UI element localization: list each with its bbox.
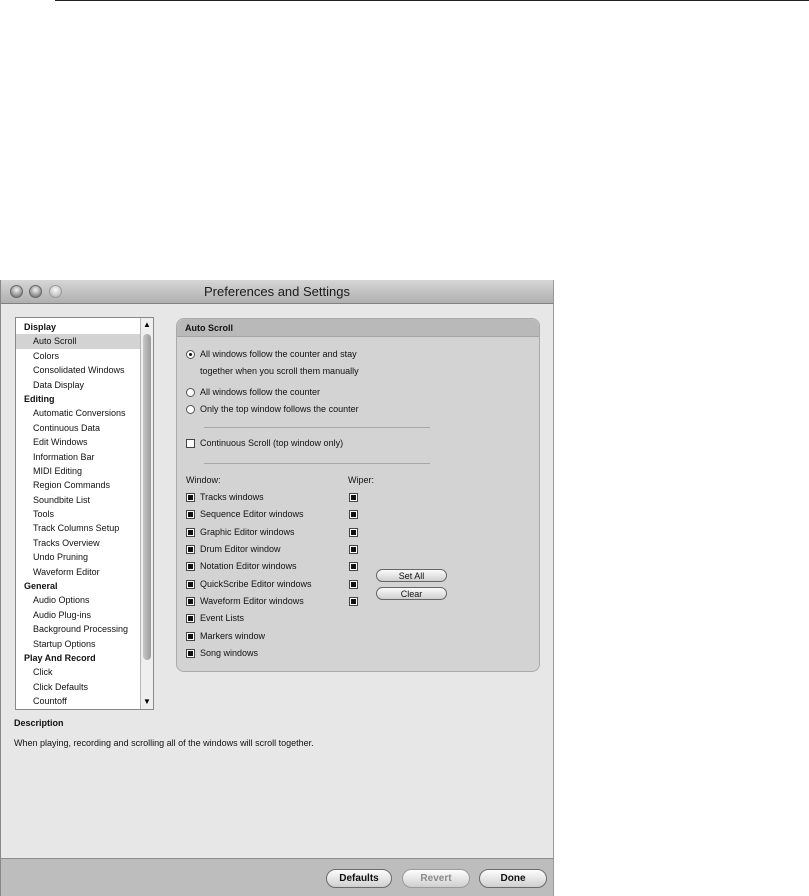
scroll-mode-radio-3[interactable] [186,405,195,414]
scroll-mode-label-line2: together when you scroll them manually [200,366,359,376]
window-label: Event Lists [200,613,245,624]
sidebar-item-waveform-editor[interactable]: Waveform Editor [33,566,100,577]
sidebar-item-automatic-conversions[interactable]: Automatic Conversions [33,408,126,419]
title-bar[interactable] [1,280,553,304]
sidebar-item-tracks-overview[interactable]: Tracks Overview [33,537,100,548]
wiper-checkbox[interactable] [349,510,358,519]
window-checkbox[interactable] [186,510,195,519]
continuous-scroll-label: Continuous Scroll (top window only) [200,438,344,448]
wiper-checkbox[interactable] [349,528,358,537]
sidebar-item-soundbite-list[interactable]: Soundbite List [33,494,91,505]
wiper-checkbox[interactable] [349,580,358,589]
scroll-mode-radio-2[interactable] [186,388,195,397]
window-checkbox[interactable] [186,528,195,537]
sidebar-item-track-columns-setup[interactable]: Track Columns Setup [33,523,120,534]
separator [204,427,430,428]
sidebar-item-midi-editing[interactable]: MIDI Editing [33,465,83,476]
window-checkbox[interactable] [186,493,195,502]
scroll-thumb[interactable] [143,334,151,660]
done-button[interactable]: Done [479,869,547,888]
sidebar-item-edit-windows[interactable]: Edit Windows [33,437,88,448]
description-text: When playing, recording and scrolling all of the windows will scroll together. [14,738,314,748]
sidebar-item-tools[interactable]: Tools [33,509,55,520]
clear-button[interactable]: Clear [376,587,447,600]
scroll-mode-label: All windows follow the counter [200,387,321,397]
defaults-button[interactable]: Defaults [326,869,392,888]
wiper-checkbox[interactable] [349,597,358,606]
sidebar-group-header: Display [24,322,57,332]
preferences-window [0,280,554,896]
wiper-checkbox[interactable] [349,562,358,571]
window-checkbox[interactable] [186,597,195,606]
sidebar-group-header: Play And Record [24,652,96,663]
window-label: Tracks windows [200,492,264,502]
sidebar-item-data-display[interactable]: Data Display [33,379,85,390]
revert-button[interactable]: Revert [402,869,470,888]
continuous-scroll-checkbox[interactable] [186,439,195,448]
scroll-up-arrow-icon[interactable]: ▲ [143,320,151,329]
window-checkbox[interactable] [186,649,195,658]
preferences-category-list [15,317,154,710]
sidebar-item-click-defaults[interactable]: Click Defaults [33,681,89,692]
bottom-button-bar [1,858,553,896]
scroll-mode-label: Only the top window follows the counter [200,404,359,414]
sidebar-group-header: Editing [24,393,55,404]
separator [204,463,430,464]
window-checkbox[interactable] [186,545,195,554]
wiper-checkbox[interactable] [349,545,358,554]
sidebar-item-continuous-data[interactable]: Continuous Data [33,422,101,433]
window-label: Song windows [200,648,259,659]
scroll-down-arrow-icon[interactable]: ▼ [143,697,151,706]
panel-title: Auto Scroll [185,323,234,333]
window-label: QuickScribe Editor windows [200,578,312,589]
sidebar-item-auto-scroll[interactable]: Auto Scroll [16,334,140,348]
sidebar-item-audio-plug-ins[interactable]: Audio Plug-ins [33,609,92,620]
window-checkbox[interactable] [186,614,195,623]
sidebar-scrollbar[interactable] [140,318,153,709]
sidebar-item-region-commands[interactable]: Region Commands [33,480,111,491]
window-label: Drum Editor window [200,544,281,555]
top-rule [55,0,809,1]
window-column-header: Window: [186,475,221,485]
sidebar-item-audio-options[interactable]: Audio Options [33,595,90,606]
sidebar-item-startup-options[interactable]: Startup Options [33,638,96,649]
wiper-checkbox[interactable] [349,493,358,502]
window-checkbox[interactable] [186,580,195,589]
sidebar-group-header: General [24,581,58,592]
set-all-button[interactable]: Set All [376,569,447,582]
description-title: Description [14,718,64,728]
wiper-column-header: Wiper: [348,475,375,485]
category-list [16,320,140,709]
window-title: Preferences and Settings [204,284,350,299]
window-label: Notation Editor windows [200,561,297,572]
sidebar-item-information-bar[interactable]: Information Bar [33,451,95,462]
sidebar-item-undo-pruning[interactable]: Undo Pruning [33,552,89,563]
window-label: Graphic Editor windows [200,526,295,537]
scroll-mode-radio-1[interactable] [186,350,195,359]
sidebar-item-background-processing[interactable]: Background Processing [33,624,129,635]
sidebar-item-click[interactable]: Click [33,667,53,678]
sidebar-item-countoff[interactable]: Countoff [33,696,67,707]
auto-scroll-panel [176,318,540,672]
window-label: Waveform Editor windows [200,596,304,607]
panel-header [177,319,539,337]
window-label: Sequence Editor windows [200,509,304,520]
scroll-mode-label: All windows follow the counter and stay [200,349,357,359]
sidebar-item-colors[interactable]: Colors [33,350,60,361]
window-checkbox[interactable] [186,562,195,571]
window-label: Markers window [200,630,266,641]
window-checkbox[interactable] [186,632,195,641]
sidebar-item-consolidated-windows[interactable]: Consolidated Windows [33,365,125,376]
